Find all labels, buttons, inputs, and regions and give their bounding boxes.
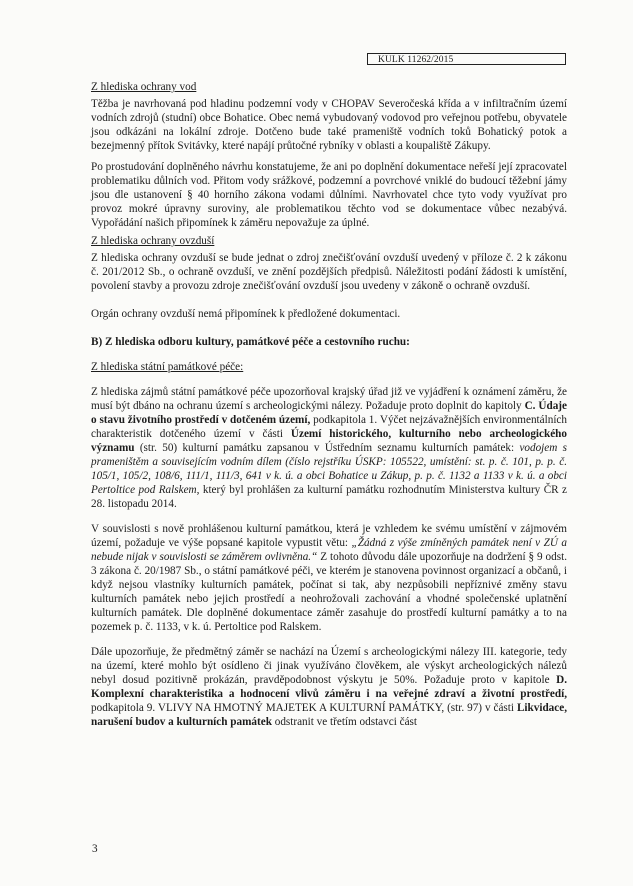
monument-paragraph-1	[91, 385, 567, 511]
reference-number-box: KULK 11262/2015	[367, 53, 566, 65]
text-run: podkapitola 9. VLIVY NA HMOTNÝ MAJETEK A KULTURNÍ PAMÁTKY, (str. 97) v části	[91, 702, 517, 714]
text-run: který byl prohlášen za kulturní památku rozhodnutím Ministerstva kultury ČR z 28. listopadu 2014.	[91, 484, 568, 510]
document-body	[91, 80, 567, 729]
monument-paragraph-2	[91, 522, 567, 634]
text-run: odstranit ve třetím odstavci část	[271, 716, 418, 728]
heading-monument-care: Z hlediska státní památkové péče:	[91, 361, 244, 373]
heading-water-protection: Z hlediska ochrany vod	[91, 81, 197, 93]
monument-paragraph-3	[91, 645, 567, 729]
air-paragraph-1: Z hlediska ochrany ovzduší se bude jednat o zdroj znečišťování ovzduší uvedený v příloze č. 2 k zákonu č. 201/2012 Sb., o ochraně ovzduší, ve znění pozdějších předpisů. Náležitosti podání žádosti k umístění, povolení stavby a provozu zdroje znečišťování ovzduší jsou uvedeny v zákoně o ochraně ovzduší.	[91, 252, 567, 292]
text-run: V souvislosti s nově prohlášenou kulturní památkou, která je vzhledem ke svému umístění v zájmovém území, požaduje ve výše popsané kapitole vypustit větu:	[91, 523, 567, 549]
italic-monument-description: vodojem s prameništěm a souvisejícím vodním dílem (číslo rejstříku ÚSKP: 105522, umístění: st. p. č. 101, p. p. č. 105/1, 105/2, 108/6, 111/1, 111/3, 641 v k. ú. a obci Bohatice u Zákup, p. p. č. 1132 a 1133 v k. ú. a obci Pertoltice pod Ralskem,	[91, 442, 567, 496]
bold-chapter-d: D. Komplexní charakteristika a hodnocení vlivů záměru i na veřejné zdraví a životní prostředí,	[91, 674, 567, 700]
text-run: (str. 50) kulturní památku zapsanou v Ústředním seznamu kulturních památek:	[134, 442, 520, 454]
heading-air-protection: Z hlediska ochrany ovzduší	[91, 235, 215, 247]
bold-liquidation: Likvidace, narušení budov a kulturních památek	[91, 702, 567, 728]
text-run: podkapitola 1. Výčet nejzávažnějších environmentálních charakteristik dotčeného území v části	[91, 414, 567, 440]
text-run: Z tohoto důvodu dále upozorňuje na dodržení § 9 odst. 3 zákona č. 20/1987 Sb., o státní památkové péči, ve kterém je stanovena povinnost organizací a občanů, i když nejsou vlastníky kulturních památek, počínat si tak, aby nezpůsobili nepříznivé změny stavu kulturních památek nebo jejich prostředí a neohrožovali zachování a vhodné společenské uplatnění kulturních památek. Dle doplněné dokumentace záměr zasahuje do prostředí kulturní památky a to na pozemek p. č. 1133, v k. ú. Pertoltice pod Ralskem.	[91, 551, 568, 633]
water-paragraph-1: Těžba je navrhovaná pod hladinu podzemní vody v CHOPAV Severočeská křída a v infiltračním území vodních zdrojů (studní) obce Bohatice. Obec nemá vybudovaný vodovod pro veřejnou potřebu, obyvatele jsou odkázáni na lokální zdroje. Dotčeno bude také prameniště vodních toků Bohatický potok a bezejmenný přítok Svitávky, které napájí průtočné rybníky v oblasti a koupaliště Zákupy.	[91, 98, 567, 152]
bold-historic-area: Území historického, kulturního nebo archeologického významu	[91, 428, 567, 454]
text-run: Dále upozorňuje, že předmětný záměr se nachází na Území s archeologickými nálezy III. kategorie, tedy na území, které mohlo být osídleno či jinak využíváno člověkem, ale výskyt archeologických nálezů nebyl dosud pozitivně prokázán, pravděpodobnost výskytu je 50%. Požaduje proto v kapitole	[91, 646, 567, 686]
section-b-title: B) Z hlediska odboru kultury, památkové péče a cestovního ruchu:	[91, 336, 410, 348]
page-number: 3	[92, 843, 98, 855]
air-paragraph-2: Orgán ochrany ovzduší nemá připomínek k předložené dokumentaci.	[91, 308, 401, 320]
bold-chapter-c: C. Údaje o stavu životního prostředí v dotčeném území,	[91, 400, 567, 426]
italic-quoted-sentence: „Žádná z výše zmíněných památek není v ZÚ a nebude nijak v souvislosti se záměrem ovlivněna.“	[91, 537, 567, 563]
text-run: Z hlediska zájmů státní památkové péče upozorňoval krajský úřad již ve vyjádření k oznámení záměru, že musí být dbáno na ochranu území s archeologickými nálezy. Požaduje proto doplnit do kapitoly	[91, 386, 567, 412]
water-paragraph-2: Po prostudování doplněného návrhu konstatujeme, že ani po doplnění dokumentace neřeší její zpracovatel problematiku důlních vod. Přitom vody srážkové, podzemní a povrchové vniklé do budoucí těžební jámy jsou dle ustanovení § 40 horního zákona vodami důlními. Navrhovatel chce tyto vody využívat pro provoz mokré úpravny suroviny, ale problematikou těchto vod se dokumentace vůbec nezabývá. Vypořádání našich připomínek k záměru nepovažuje za úplné.	[91, 161, 567, 229]
